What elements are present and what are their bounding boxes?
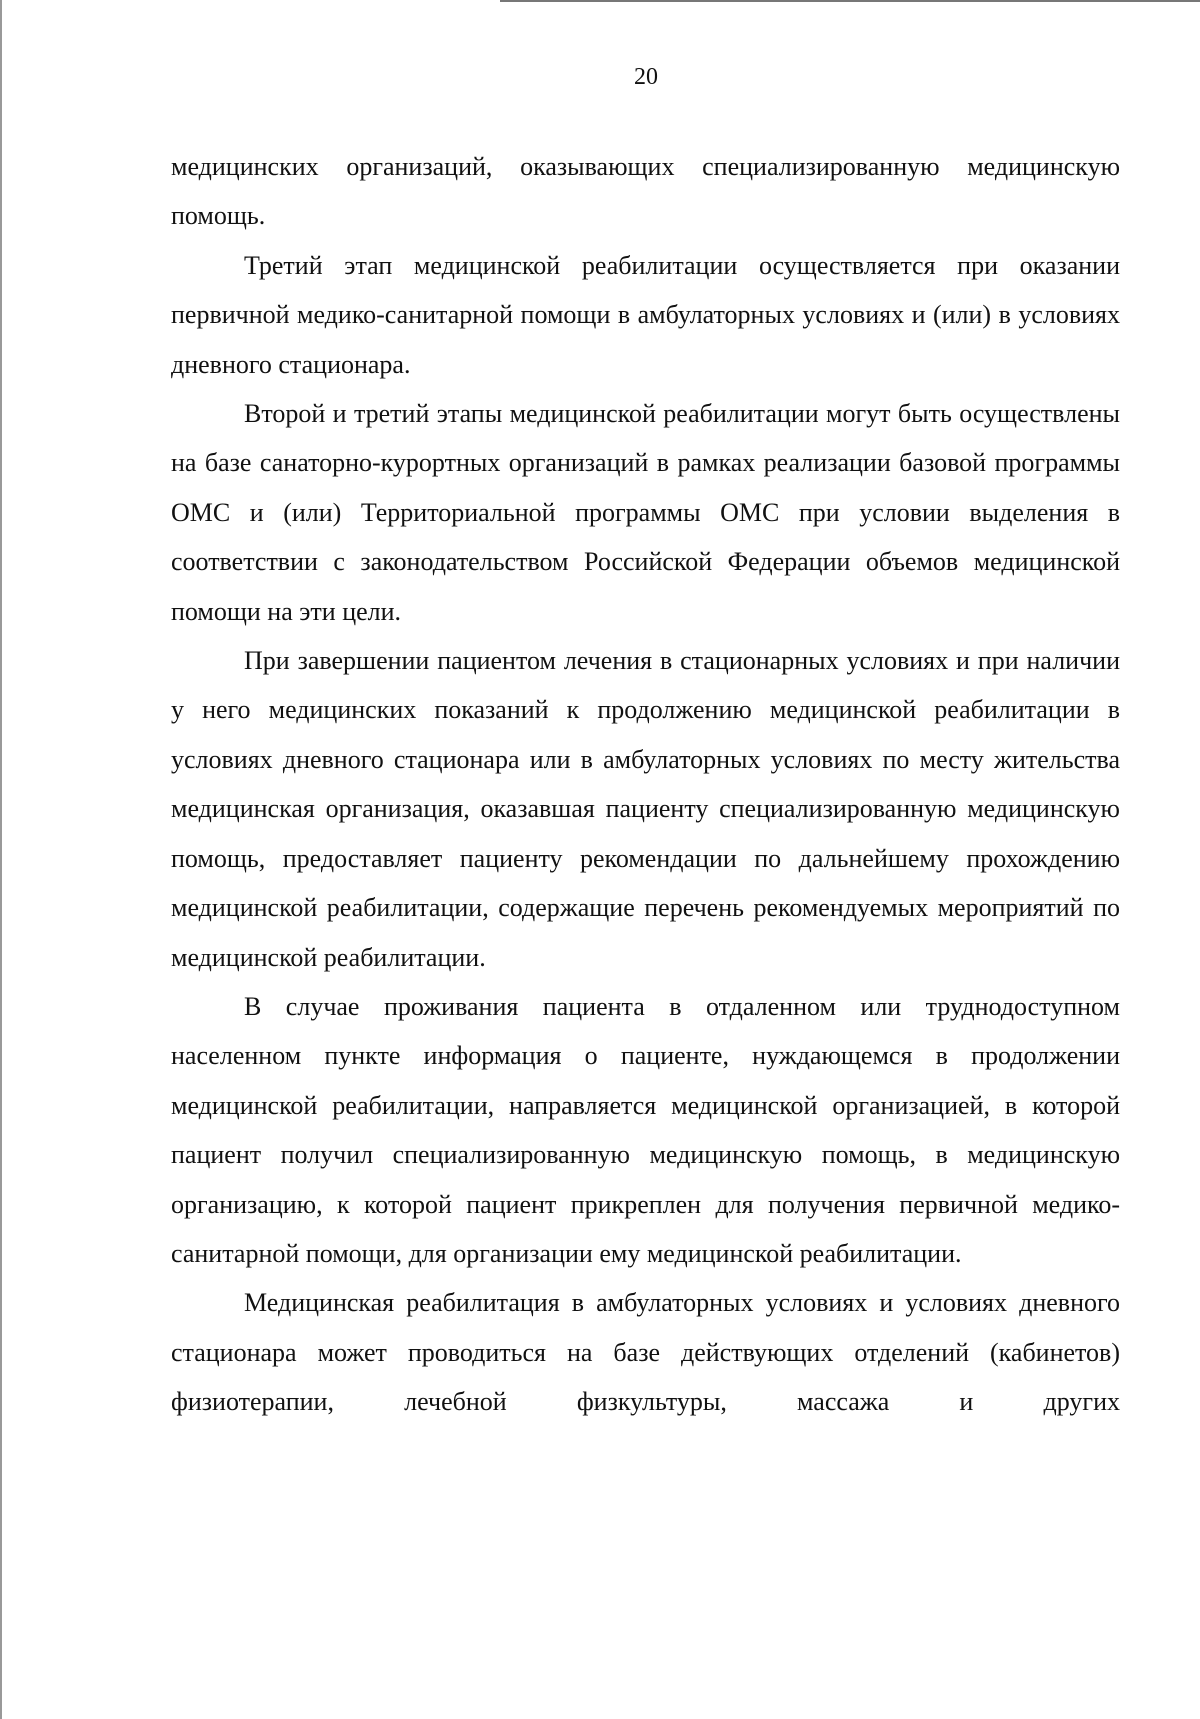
scan-edge-top <box>500 0 1200 2</box>
document-body <box>171 142 1120 1427</box>
paragraph-1: медицинских организаций, оказывающих специализированную медицинскую помощь. <box>171 152 1120 231</box>
paragraph-6: Медицинская реабилитация в амбулаторных условиях и условиях дневного стационара может проводиться на базе действующих отделений (кабинетов) физиотерапии, лечебной физкультуры, массажа и других <box>171 1288 1120 1417</box>
paragraph-4: При завершении пациентом лечения в стационарных условиях и при наличии у него медицинских показаний к продолжению медицинской реабилитации в условиях дневного стационара или в амбулаторных условиях по месту жительства медицинская организация, оказавшая пациенту специализированную медицинскую помощь, предоставляет пациенту рекомендации по дальнейшему прохождению медицинской реабилитации, содержащие перечень рекомендуемых мероприятий по медицинской реабилитации. <box>171 646 1120 972</box>
paragraph-2: Третий этап медицинской реабилитации осуществляется при оказании первичной медико-санитарной помощи в амбулаторных условиях и (или) в условиях дневного стационара. <box>171 250 1120 379</box>
paragraph-3: Второй и третий этапы медицинской реабилитации могут быть осуществлены на базе санаторно-курортных организаций в рамках реализации базовой программы ОМС и (или) Территориальной программы ОМС при условии выделения в соответствии с законодательством Российской Федерации объемов медицинской помощи на эти цели. <box>171 399 1120 626</box>
scan-edge-left <box>0 0 2 1719</box>
paragraph-5: В случае проживания пациента в отдаленном или труднодоступном населенном пункте информация о пациенте, нуждающемся в продолжении медицинской реабилитации, направляется медицинской организацией, в которой пациент получил специализированную медицинскую помощь, в медицинскую организацию, к которой пациент прикреплен для получения первичной медико-санитарной помощи, для организации ему медицинской реабилитации. <box>171 991 1120 1268</box>
page-number: 20 <box>634 64 658 90</box>
